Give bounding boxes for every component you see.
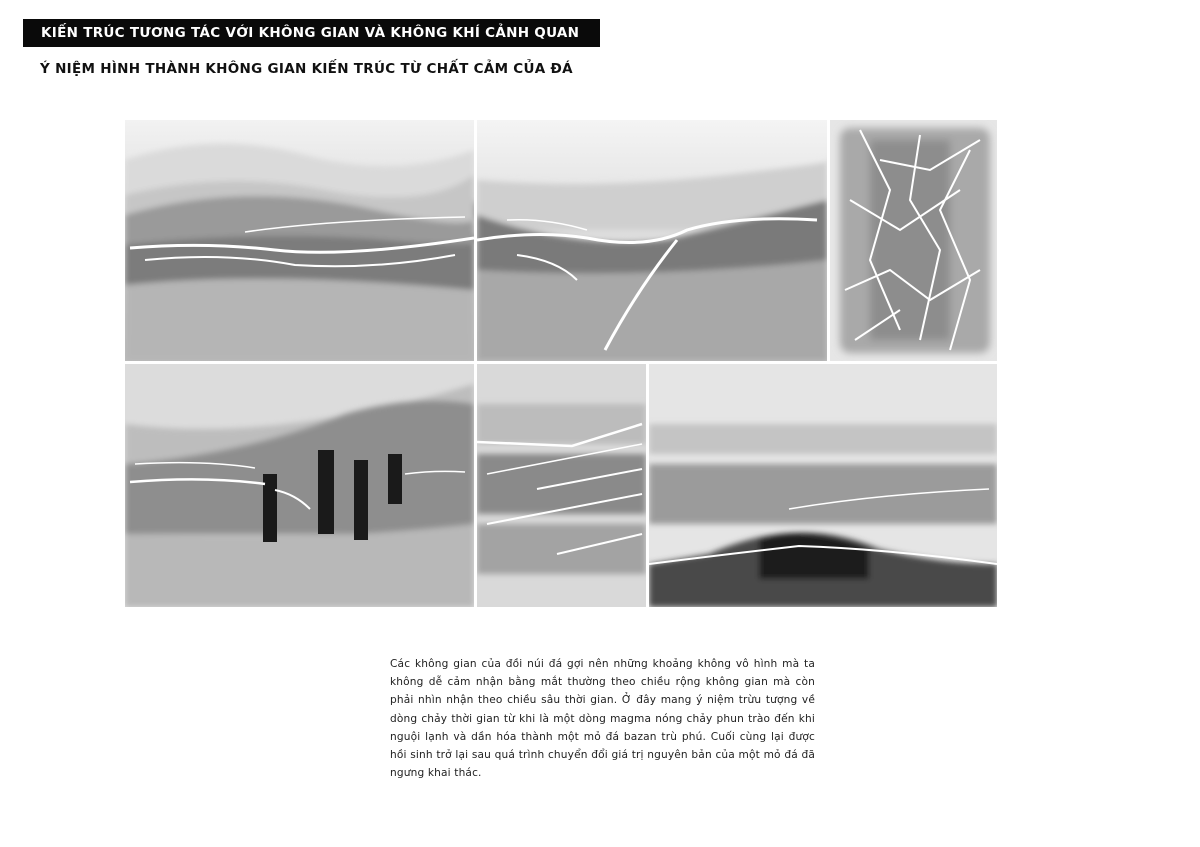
columns-landscape-sketch-icon (125, 364, 474, 607)
dark-mound-sketch-icon (649, 364, 997, 607)
sketch-panel-3 (830, 120, 997, 361)
sketch-panel-4 (125, 364, 474, 607)
valley-fissure-sketch-icon (477, 120, 827, 361)
basalt-crack-texture-icon (830, 120, 997, 361)
rock-landscape-sketch-icon (125, 120, 474, 361)
sketch-panel-2 (477, 120, 827, 361)
sketch-panel-1 (125, 120, 474, 361)
sketch-panel-6 (649, 364, 997, 607)
section-subtitle: Ý NIỆM HÌNH THÀNH KHÔNG GIAN KIẾN TRÚC TỪ CHẤT CẢM CỦA ĐÁ (40, 61, 573, 77)
description-paragraph: Các không gian của đồi núi đá gợi nên những khoảng không vô hình mà ta không dễ cảm nhận bằng mắt thường theo chiều rộng không gian mà còn phải nhìn nhận theo chiều sâu thời gian. Ở đây mang ý niệm trừu tượng về dòng chảy thời gian từ khi là một dòng magma nóng chảy phun trào đến khi nguội lạnh và dần hóa thành một mỏ đá bazan trù phú. Cuối cùng lại được hồi sinh trở lại sau quá trình chuyển đổi giá trị nguyên bản của một mỏ đá đã ngưng khai thác. (390, 658, 815, 780)
sketch-panel-5 (477, 364, 646, 607)
section-title-bar: KIẾN TRÚC TƯƠNG TÁC VỚI KHÔNG GIAN VÀ KHÔNG KHÍ CẢNH QUAN (23, 19, 600, 47)
layered-strata-sketch-icon (477, 364, 646, 607)
